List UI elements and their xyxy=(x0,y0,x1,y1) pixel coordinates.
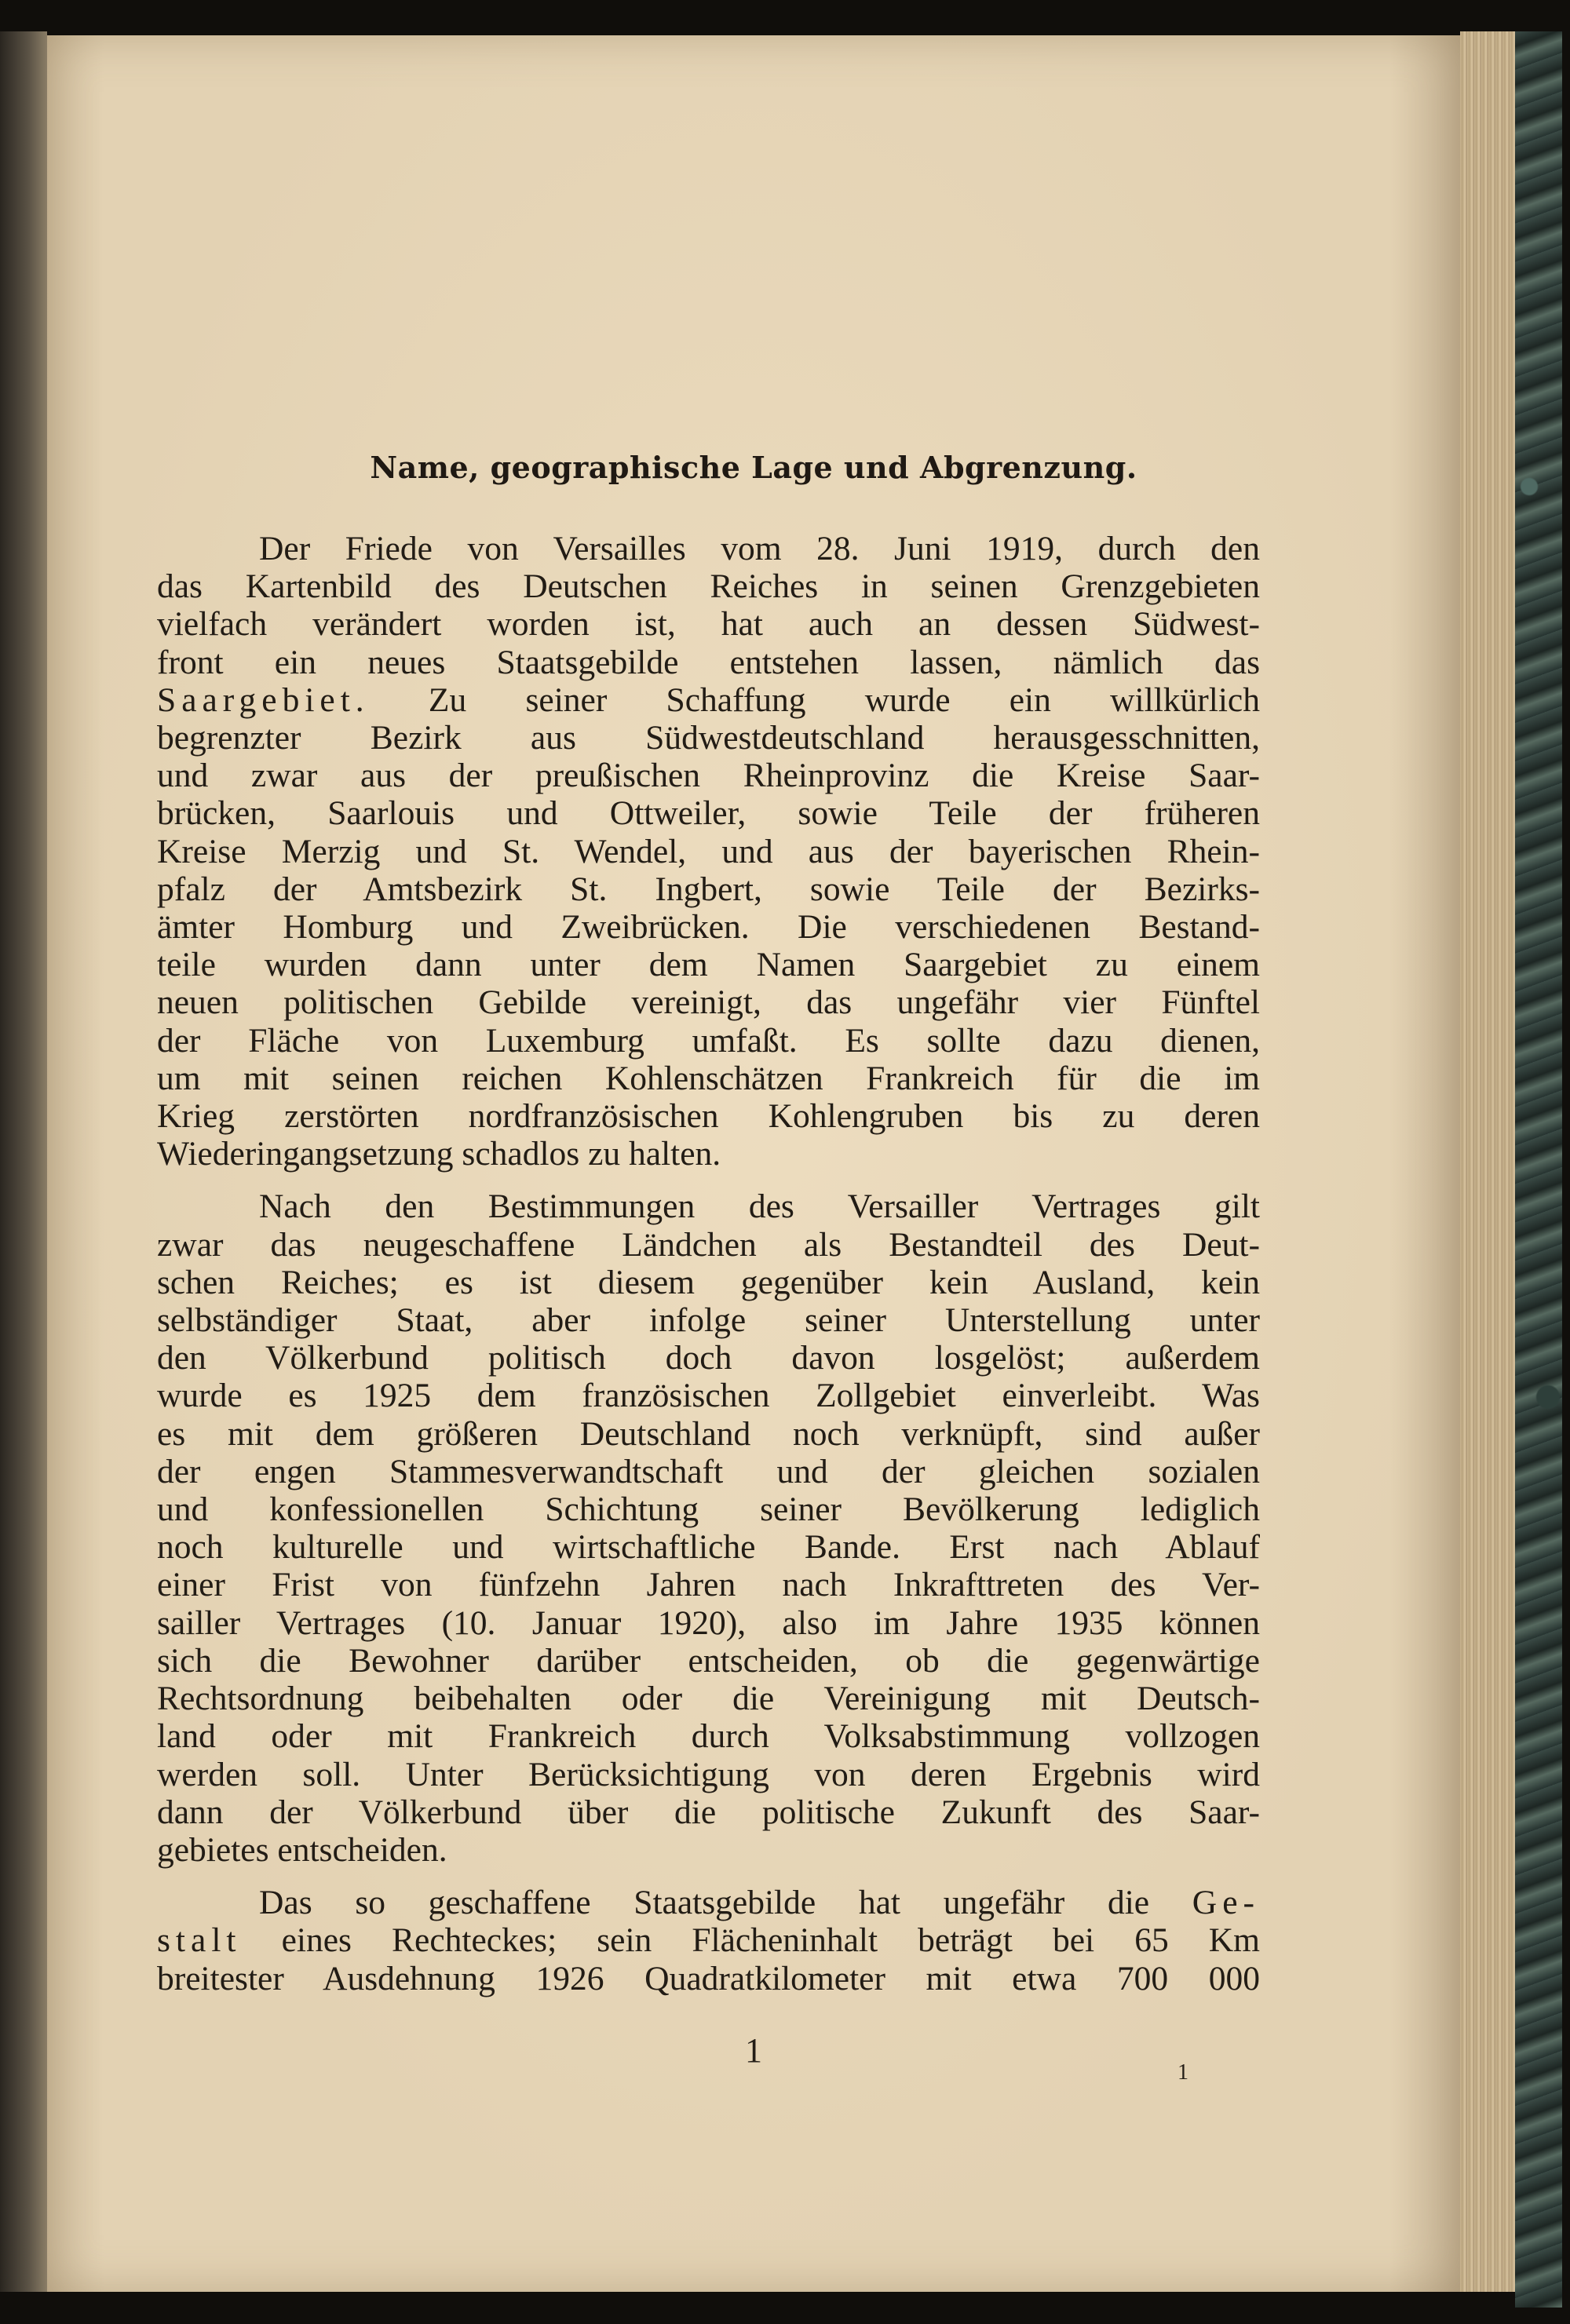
text-line: selbständiger Staat, aber infolge seiner Unterstellung unter xyxy=(157,1301,1260,1340)
text-line: um mit seinen reichen Kohlenschätzen Frankreich für die im xyxy=(157,1059,1260,1097)
text-line: Wiederingangsetzung schadlos zu halten. xyxy=(157,1135,721,1173)
book-left-edge xyxy=(0,31,47,2292)
text-line: schen Reiches; es ist diesem gegenüber kein Ausland, kein xyxy=(157,1263,1260,1301)
page-number: 1 xyxy=(745,2031,762,2070)
marbled-cover-edge xyxy=(1515,31,1562,2308)
emphasized-term: Ge- xyxy=(1192,1884,1261,1922)
text-line: und zwar aus der preußischen Rheinprovinz die Kreise Saar- xyxy=(157,757,1260,795)
text-line: breitester Ausdehnung 1926 Quadratkilometer mit etwa 700 000 xyxy=(157,1959,1260,1997)
text-line: den Völkerbund politisch doch davon losgelöst; außerdem xyxy=(157,1339,1260,1377)
text-line: der engen Stammesverwandtschaft und der gleichen sozialen xyxy=(157,1452,1260,1490)
text-line: zwar das neugeschaffene Ländchen als Bestandteil des Deut- xyxy=(157,1225,1260,1264)
text-line-mixed xyxy=(157,681,1260,719)
text-line: teile wurden dann unter dem Namen Saargebiet zu einem xyxy=(157,946,1260,984)
text-line: begrenzter Bezirk aus Südwestdeutschland herausgesschnitten, xyxy=(157,719,1260,757)
text-line: Der Friede von Versailles vom 28. Juni 1919, durch den xyxy=(259,530,1260,567)
text-line: land oder mit Frankreich durch Volksabstimmung vollzogen xyxy=(157,1717,1260,1756)
text-line: front ein neues Staatsgebilde entstehen lassen, nämlich das xyxy=(157,643,1260,681)
text-line: sailler Vertrages (10. Januar 1920), also im Jahre 1935 können xyxy=(157,1603,1260,1642)
paragraph-2 xyxy=(157,1188,1260,1869)
text-line: werden soll. Unter Berücksichtigung von deren Ergebnis wird xyxy=(157,1755,1260,1793)
body-text xyxy=(157,530,1260,1997)
paragraph-3 xyxy=(157,1884,1260,1997)
text-line: Rechtsordnung beibehalten oder die Vereinigung mit Deutsch- xyxy=(157,1680,1260,1718)
text-line: sich die Bewohner darüber entscheiden, ob die gegenwärtige xyxy=(157,1641,1260,1680)
text-line: Nach den Bestimmungen des Versailler Vertrages gilt xyxy=(259,1188,1260,1226)
signature-mark: 1 xyxy=(1178,2060,1188,2085)
text-line: pfalz der Amtsbezirk St. Ingbert, sowie Teile der Bezirks- xyxy=(157,870,1260,908)
emphasized-term: Saargebiet. xyxy=(157,680,370,719)
book-page xyxy=(47,35,1460,2292)
text-line: das Kartenbild des Deutschen Reiches in seinen Grenzgebieten xyxy=(157,567,1260,606)
emphasized-term: stalt xyxy=(157,1921,242,1960)
text-line: der Fläche von Luxemburg umfaßt. Es sollte dazu dienen, xyxy=(157,1021,1260,1060)
text-fragment: Das so geschaffene Staatsgebilde hat ungefähr die xyxy=(259,1884,1150,1922)
text-fragment: Zu seiner Schaffung wurde ein willkürlich xyxy=(428,680,1260,719)
text-line-mixed xyxy=(157,1884,1260,1921)
text-line: Kreise Merzig und St. Wendel, und aus der bayerischen Rhein- xyxy=(157,832,1260,870)
text-line: einer Frist von fünfzehn Jahren nach Inkrafttreten des Ver- xyxy=(157,1566,1260,1604)
text-line-mixed xyxy=(157,1921,1260,1959)
text-fragment: eines Rechteckes; sein Flächeninhalt beträgt bei 65 Km xyxy=(281,1921,1261,1960)
text-line: neuen politischen Gebilde vereinigt, das ungefähr vier Fünftel xyxy=(157,983,1260,1022)
text-line: vielfach verändert worden ist, hat auch an dessen Südwest- xyxy=(157,605,1260,644)
text-line: wurde es 1925 dem französischen Zollgebiet einverleibt. Was xyxy=(157,1377,1260,1415)
text-line: ämter Homburg und Zweibrücken. Die verschiedenen Bestand- xyxy=(157,908,1260,947)
text-line: es mit dem größeren Deutschland noch verknüpft, sind außer xyxy=(157,1414,1260,1453)
paragraph-1 xyxy=(157,530,1260,1173)
text-line: und konfessionellen Schichtung seiner Bevölkerung lediglich xyxy=(157,1490,1260,1529)
text-line: noch kulturelle und wirtschaftliche Bande. Erst nach Ablauf xyxy=(157,1528,1260,1567)
text-line: gebietes entscheiden. xyxy=(157,1830,447,1869)
page-stack-edge xyxy=(1460,31,1517,2292)
text-line: dann der Völkerbund über die politische Zukunft des Saar- xyxy=(157,1793,1260,1831)
text-line: brücken, Saarlouis und Ottweiler, sowie Teile der früheren xyxy=(157,794,1260,833)
chapter-heading: Name, geographische Lage und Abgrenzung. xyxy=(370,450,1137,485)
text-line: Krieg zerstörten nordfranzösischen Kohlengruben bis zu deren xyxy=(157,1097,1260,1136)
